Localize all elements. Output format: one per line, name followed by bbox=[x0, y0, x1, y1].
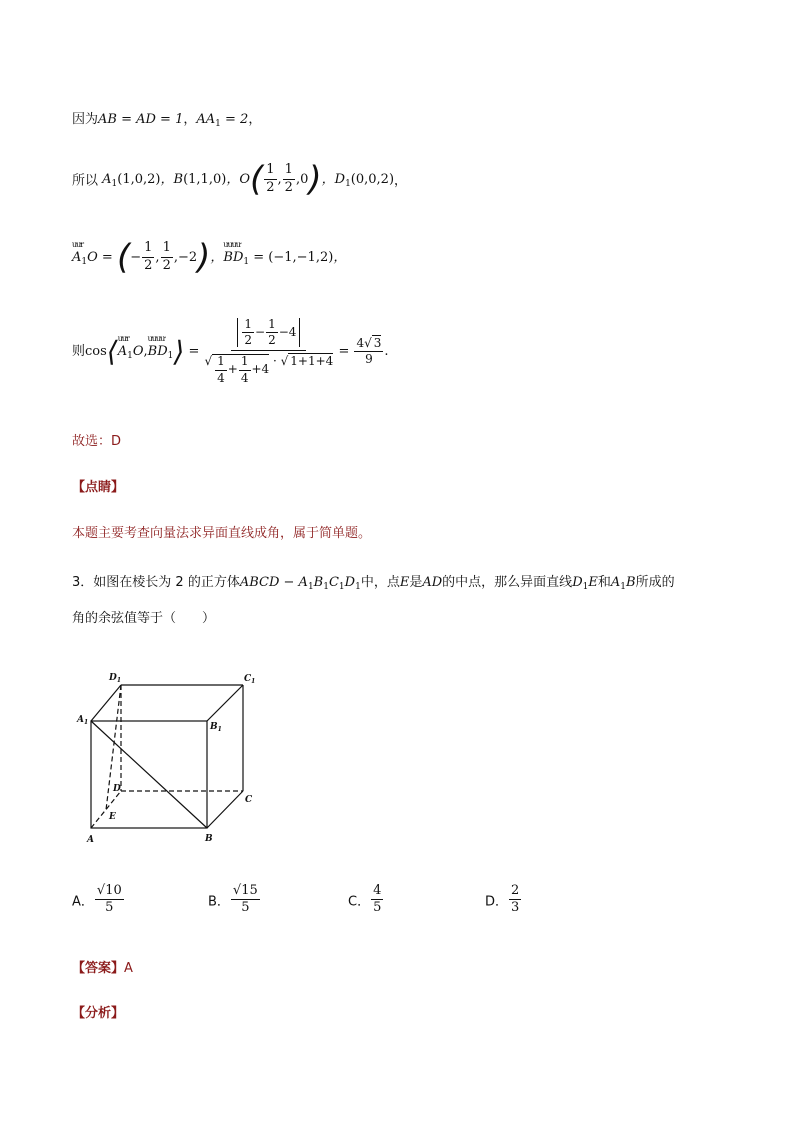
answer-value: A bbox=[124, 961, 133, 976]
line-vectors bbox=[72, 237, 347, 277]
question-3: 3．如图在棱长为 2 的正方体ABCD − $A_1B_1C_1D_1$中，点E是AD的中点，那么异面直线$D_1E$和$A_1B$所成的 bbox=[72, 575, 675, 592]
text-because: 因为 bbox=[72, 112, 99, 127]
option-c[interactable]: C． $\frac{4}{5}$ bbox=[348, 883, 382, 916]
sep: ， bbox=[394, 173, 408, 189]
sep: ， bbox=[248, 112, 262, 127]
answer-choice: 故选：D bbox=[72, 434, 122, 449]
math-aa1: $AA_1 = 2$ bbox=[196, 112, 249, 129]
label-b: B bbox=[205, 834, 213, 844]
line-given bbox=[72, 108, 261, 129]
math-ab-ad: AB = AD = 1 bbox=[98, 112, 184, 127]
section-dianjing: 【点睛】 bbox=[72, 480, 125, 495]
text-so: 所以 bbox=[72, 173, 99, 189]
label-d: D bbox=[113, 784, 121, 794]
segment-a1b bbox=[91, 721, 207, 828]
label-a: A bbox=[87, 835, 94, 845]
sep: ， bbox=[183, 112, 197, 127]
math-coords: $A_1(1,0,2)$，B(1,1,0)，O( $\frac{1}{2}$ , $\frac{1}{2}$ ,0)，$D_1(0,0,2)$ bbox=[102, 159, 395, 199]
answer-line bbox=[72, 957, 133, 976]
label-d1: $D_1$ bbox=[109, 673, 121, 684]
option-d[interactable]: D． $\frac{2}{3}$ bbox=[485, 883, 520, 916]
label-b1: $B_1$ bbox=[210, 722, 222, 733]
label-c1: $C_1$ bbox=[244, 674, 256, 685]
label-c: C bbox=[245, 795, 253, 805]
line-cosine bbox=[72, 318, 389, 385]
section-daan: 【答案】 bbox=[72, 961, 125, 976]
dianjing-text: 本题主要考查向量法求异面直线成角，属于简单题。 bbox=[72, 526, 372, 541]
option-b[interactable]: B． $\frac{√15}{5}$ bbox=[208, 883, 258, 916]
label-a1: $A_1$ bbox=[77, 715, 89, 726]
math-vectors: ưưr $A_1O$ = (− $\frac{1}{2}$ , $\frac{1}{2}$ ,−2)， ưưưư $BD_1 = (-1,-1,2)$， bbox=[72, 237, 347, 277]
segment-d1e bbox=[106, 685, 121, 810]
label-e: E bbox=[109, 812, 116, 822]
question-3-line2: 角的余弦值等于（ ） bbox=[72, 611, 216, 626]
option-a[interactable]: A． $\frac{√10}{5}$ bbox=[72, 883, 122, 916]
math-cosine: 则cos⟨ ưưr $A_1O$, ưưưư $BD_1⟩$ = $\frac{1}{2}$ − $\frac{1}{2}$ −4 √ $\frac{1}{4}$ + $\frac{1}{4}$ +4 · √ 1+1+4 = $\frac{4√ 3}{9}$ . bbox=[72, 317, 389, 385]
cube-front-face bbox=[91, 721, 207, 828]
line-coordinates bbox=[72, 159, 408, 199]
section-fenxi: 【分析】 bbox=[72, 1006, 125, 1021]
